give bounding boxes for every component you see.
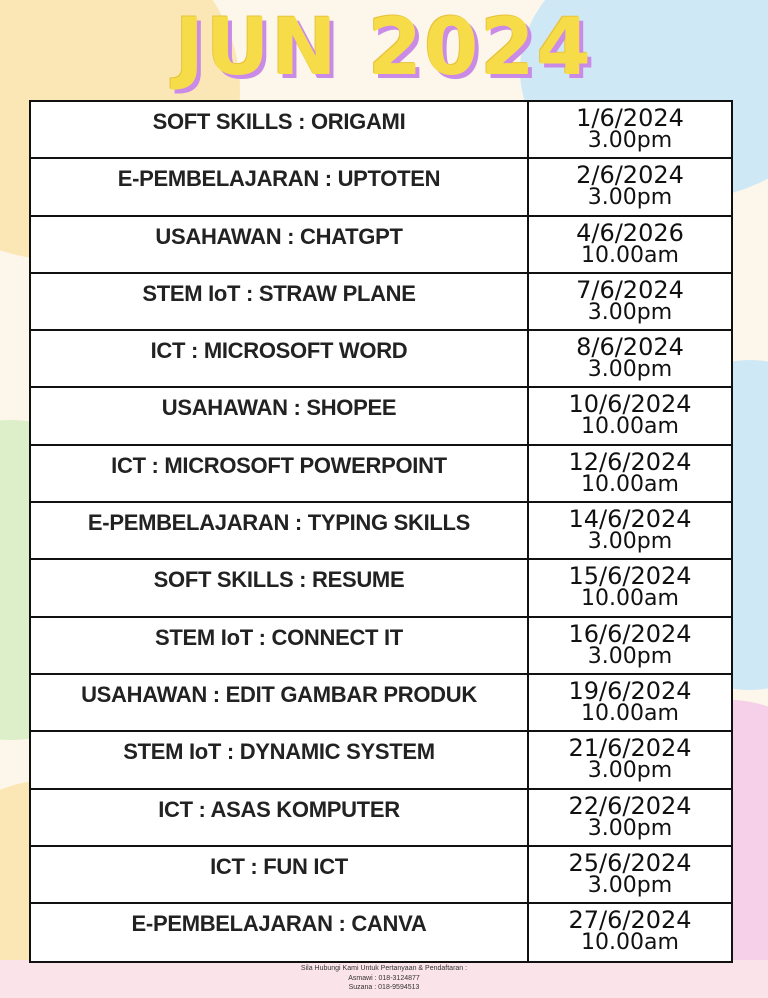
- activity-datetime: [529, 847, 731, 902]
- activity-time: 3.00pm: [587, 815, 673, 841]
- schedule-row: [31, 732, 731, 789]
- activity-time: 3.00pm: [587, 357, 673, 383]
- activity-datetime: [529, 102, 731, 157]
- activity-datetime: [529, 675, 731, 730]
- activity-time: 10.00am: [581, 700, 679, 726]
- activity-time: 3.00pm: [587, 643, 673, 669]
- schedule-row: [31, 560, 731, 617]
- activity-name: STEM IoT : DYNAMIC SYSTEM: [31, 732, 529, 787]
- activity-time: 10.00am: [581, 586, 679, 612]
- activity-date: 8/6/2024: [576, 333, 684, 362]
- activity-time: 10.00am: [581, 242, 679, 268]
- activity-date: 19/6/2024: [568, 676, 692, 705]
- activity-time: 10.00am: [581, 414, 679, 440]
- activity-date: 27/6/2024: [568, 906, 692, 935]
- activity-name: SOFT SKILLS : ORIGAMI: [31, 102, 529, 157]
- activity-date: 16/6/2024: [568, 619, 692, 648]
- activity-datetime: [529, 560, 731, 615]
- schedule-row: [31, 217, 731, 274]
- activity-name: USAHAWAN : EDIT GAMBAR PRODUK: [31, 675, 529, 730]
- footer-line-2: Asmawi : 018-3124877: [348, 974, 420, 982]
- schedule-row: [31, 446, 731, 503]
- activity-name: USAHAWAN : CHATGPT: [31, 217, 529, 272]
- activity-date: 15/6/2024: [568, 562, 692, 591]
- schedule-row: [31, 790, 731, 847]
- activity-name: E-PEMBELAJARAN : CANVA: [31, 904, 529, 961]
- activity-datetime: [529, 446, 731, 501]
- activity-name: ICT : MICROSOFT WORD: [31, 331, 529, 386]
- activity-name: E-PEMBELAJARAN : UPTOTEN: [31, 159, 529, 214]
- schedule-row: [31, 675, 731, 732]
- schedule-row: [31, 618, 731, 675]
- schedule-row: [31, 904, 731, 961]
- activity-date: 22/6/2024: [568, 791, 692, 820]
- page-title: JUN 2024: [175, 3, 593, 93]
- schedule-row: [31, 388, 731, 445]
- activity-date: 10/6/2024: [568, 390, 692, 419]
- activity-time: 3.00pm: [587, 128, 673, 153]
- activity-datetime: [529, 503, 731, 558]
- activity-time: 3.00pm: [587, 299, 673, 325]
- activity-datetime: [529, 388, 731, 443]
- activity-datetime: [529, 217, 731, 272]
- activity-datetime: [529, 904, 731, 961]
- schedule-row: [31, 503, 731, 560]
- schedule-row: [31, 102, 731, 159]
- activity-datetime: [529, 159, 731, 214]
- activity-time: 10.00am: [581, 471, 679, 497]
- schedule-table: [29, 100, 733, 963]
- activity-datetime: [529, 790, 731, 845]
- schedule-row: [31, 159, 731, 216]
- activity-name: USAHAWAN : SHOPEE: [31, 388, 529, 443]
- activity-time: 3.00pm: [587, 529, 673, 555]
- activity-datetime: [529, 618, 731, 673]
- activity-name: ICT : ASAS KOMPUTER: [31, 790, 529, 845]
- activity-name: STEM IoT : STRAW PLANE: [31, 274, 529, 329]
- activity-date: 2/6/2024: [576, 161, 684, 190]
- activity-time: 3.00pm: [587, 758, 673, 784]
- schedule-row: [31, 847, 731, 904]
- schedule-row: [31, 331, 731, 388]
- activity-date: 4/6/2026: [576, 218, 684, 247]
- activity-datetime: [529, 331, 731, 386]
- activity-time: 10.00am: [581, 930, 679, 956]
- activity-date: 1/6/2024: [576, 104, 684, 132]
- activity-date: 21/6/2024: [568, 734, 692, 763]
- activity-time: 3.00pm: [587, 185, 673, 211]
- activity-name: E-PEMBELAJARAN : TYPING SKILLS: [31, 503, 529, 558]
- activity-name: STEM IoT : CONNECT IT: [31, 618, 529, 673]
- footer-line-3: Suzana : 018-9594513: [348, 984, 420, 991]
- activity-date: 12/6/2024: [568, 447, 692, 476]
- activity-name: ICT : FUN ICT: [31, 847, 529, 902]
- contact-footer: [0, 964, 768, 993]
- schedule-row: [31, 274, 731, 331]
- activity-datetime: [529, 274, 731, 329]
- activity-name: ICT : MICROSOFT POWERPOINT: [31, 446, 529, 501]
- activity-time: 3.00pm: [587, 872, 673, 898]
- activity-date: 14/6/2024: [568, 505, 692, 534]
- activity-date: 7/6/2024: [576, 275, 684, 304]
- activity-datetime: [529, 732, 731, 787]
- footer-line-1: Sila Hubungi Kami Untuk Pertanyaan & Pendaftaran :: [300, 965, 468, 972]
- activity-date: 25/6/2024: [568, 848, 692, 877]
- activity-name: SOFT SKILLS : RESUME: [31, 560, 529, 615]
